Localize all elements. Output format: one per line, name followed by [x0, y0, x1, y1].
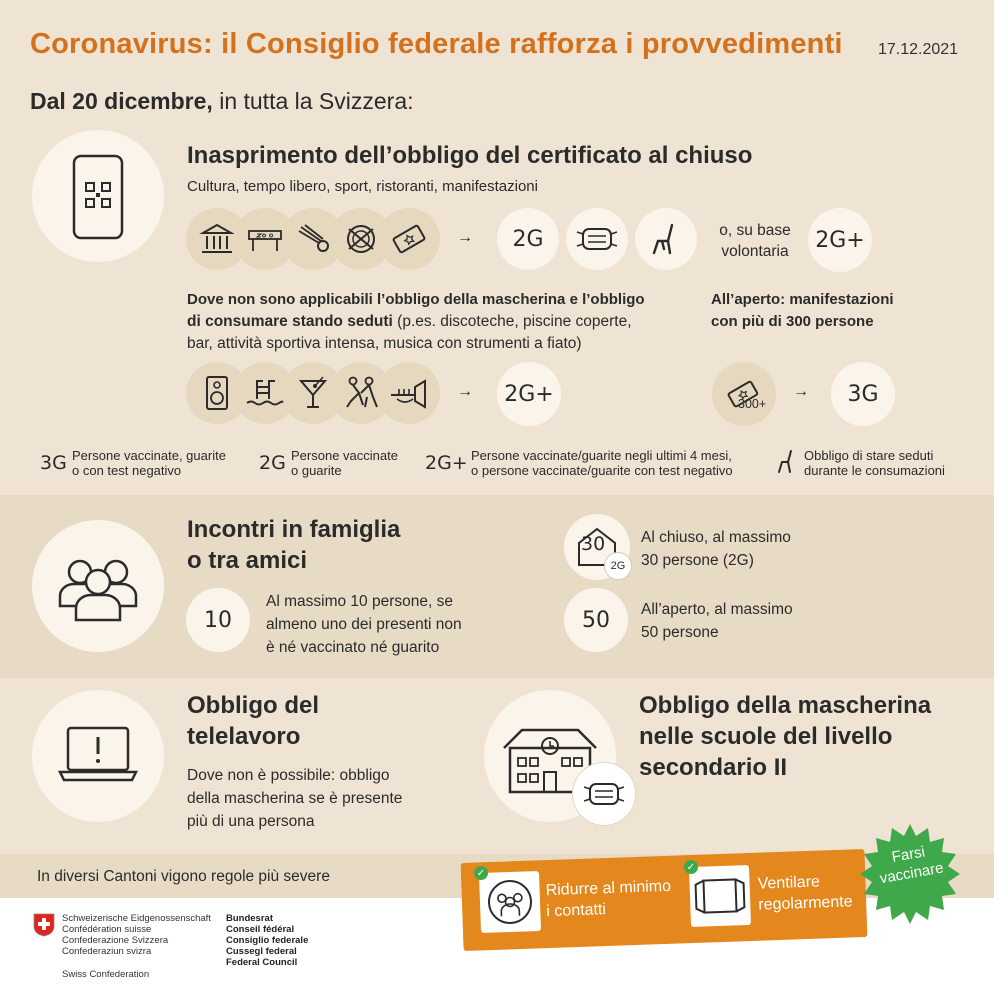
- limit-10-label: 10: [204, 607, 232, 633]
- vaccinate-line2: vaccinare: [878, 859, 945, 888]
- subtitle-scope: in tutta la Svizzera:: [212, 88, 414, 114]
- ventilate-tile: [689, 865, 751, 927]
- telework-heading-line2: telelavoro: [187, 723, 301, 750]
- ventilate-line2: regolarmente: [758, 893, 853, 914]
- legend-2g-line1: Persone vaccinate: [291, 448, 398, 463]
- legend-2gplus-text: [471, 448, 733, 478]
- council-name-en: Federal Council: [226, 957, 298, 968]
- family-heading-line2: o tra amici: [187, 547, 308, 574]
- chair-icon: [635, 208, 697, 270]
- federation-name-de: Schweizerische Eidgenossenschaft: [62, 913, 211, 924]
- limit-line2: almeno uno dei presenti non: [266, 616, 462, 633]
- federation-name-fr: Confédération suisse: [62, 924, 152, 935]
- schools-heading: [639, 690, 931, 783]
- swiss-coat-of-arms-logo: [33, 913, 55, 937]
- outdoor-limit-line2: 50 persone: [641, 624, 719, 641]
- council-name-rm: Cussegl federal: [226, 946, 297, 957]
- reduce-contacts-line1: Ridurre al minimo: [545, 877, 672, 900]
- limit-10-text: [266, 590, 462, 659]
- reduce-contacts-tile: [479, 871, 541, 933]
- outdoor-events-note: [711, 289, 894, 333]
- legend-seated-text: [804, 448, 945, 478]
- indoor-line2: 30 persone (2G): [641, 552, 754, 569]
- indoor-2g-label: 2G: [610, 559, 626, 572]
- ventilate-line1: Ventilare: [757, 873, 821, 893]
- legend-3g-line2: o con test negativo: [72, 463, 182, 478]
- mask-icon: [572, 762, 636, 826]
- check-icon: ✓: [684, 860, 698, 874]
- indoor-limit-text: [641, 526, 791, 572]
- vaccinate-line1: Farsi: [890, 843, 927, 866]
- telework-text: [187, 764, 402, 833]
- voluntary-note: [712, 220, 798, 262]
- outdoor-line2: con più di 300 persone: [711, 313, 874, 330]
- ticket-300-label: 300+: [738, 397, 767, 411]
- family-circle: [32, 520, 164, 652]
- no-mask-line1: Dove non sono applicabili l’obbligo della mascherina e l’obbligo: [187, 291, 645, 308]
- page-subtitle: [30, 88, 414, 115]
- trumpet-icon: [378, 362, 440, 424]
- ticket-icon: [378, 208, 440, 270]
- reduce-contacts-line2: i contatti: [546, 901, 607, 921]
- group-of-people-icon: [479, 871, 541, 933]
- federal-council-names: [226, 913, 308, 968]
- schools-heading-line2: nelle scuole del livello: [639, 723, 893, 750]
- certificate-subheading: Cultura, tempo libero, sport, ristoranti, manifestazioni: [187, 178, 538, 195]
- legend-3g-code: 3G: [40, 452, 67, 474]
- group-of-people-icon: [32, 520, 164, 652]
- publication-date: 17.12.2021: [878, 41, 959, 58]
- federation-names: [62, 913, 211, 957]
- rule-2g-badge: [497, 208, 559, 270]
- council-name-fr: Conseil fédéral: [226, 924, 295, 935]
- outdoor-limit-line1: All’aperto, al massimo: [641, 601, 793, 618]
- subtitle-date: Dal 20 dicembre,: [30, 88, 213, 114]
- mask-icon: [566, 208, 628, 270]
- telework-line1: Dove non è possibile: obbligo: [187, 767, 390, 784]
- page-title: Coronavirus: il Consiglio federale rafforza i provvedimenti: [30, 28, 843, 60]
- legend-seated-line2: durante le consumazioni: [804, 463, 945, 478]
- voluntary-line2: volontaria: [721, 243, 789, 260]
- telework-circle: [32, 690, 164, 822]
- arrow-icon: →: [793, 383, 809, 400]
- ticket-300-icon: [712, 362, 776, 426]
- outdoor-limit-badge: [564, 588, 628, 652]
- rule-2gplus-badge: [497, 362, 561, 426]
- indoor-line1: Al chiuso, al massimo: [641, 529, 791, 546]
- legend-2g-text: [291, 448, 398, 478]
- telework-heading: [187, 690, 319, 752]
- rule-3g-label: 3G: [847, 381, 879, 407]
- legend-2g-code: 2G: [259, 452, 286, 474]
- council-name-it: Consiglio federale: [226, 935, 309, 946]
- council-name-de: Bundesrat: [226, 913, 273, 924]
- legend-2g-line2: o guarite: [291, 463, 342, 478]
- limit-line3: è né vaccinato né guarito: [266, 639, 440, 656]
- legend-3g-line1: Persone vaccinate, guarite: [72, 448, 226, 463]
- open-window-icon: [689, 865, 751, 927]
- rule-2gplus-label: 2G+: [504, 381, 554, 407]
- outdoor-limit-text: [641, 598, 793, 644]
- cantons-note: In diversi Cantoni vigono regole più severe: [37, 868, 330, 885]
- limit-line1: Al massimo 10 persone, se: [266, 593, 453, 610]
- telework-heading-line1: Obbligo del: [187, 692, 319, 719]
- schools-heading-line3: secondario II: [639, 754, 788, 781]
- reduce-contacts-text: [545, 876, 672, 922]
- legend-2gplus-line1: Persone vaccinate/guarite negli ultimi 4 mesi,: [471, 448, 732, 463]
- chair-icon: [776, 448, 798, 476]
- arrow-icon: →: [457, 229, 473, 246]
- phone-qr-circle: [32, 130, 164, 262]
- phone-qr-icon: [32, 130, 164, 262]
- legend-seated-line1: Obbligo di stare seduti: [804, 448, 934, 463]
- federation-name-en: Swiss Confederation: [62, 969, 150, 980]
- federation-name-rm: Confederaziun svizra: [62, 946, 152, 957]
- indoor-2g-badge: [604, 552, 632, 580]
- no-mask-line3: bar, attività sportiva intensa, musica con strumenti a fiato): [187, 335, 582, 352]
- rule-2gplus-voluntary-label: 2G+: [815, 227, 865, 253]
- limit-10-badge: [186, 588, 250, 652]
- schools-heading-line1: Obbligo della mascherina: [639, 692, 932, 719]
- laptop-warning-icon: [32, 690, 164, 822]
- no-mask-line2b: (p.es. discoteche, piscine coperte,: [392, 313, 632, 330]
- ventilate-text: [757, 870, 853, 915]
- no-mask-paragraph: [187, 289, 707, 355]
- outdoor-line1: All’aperto: manifestazioni: [711, 291, 894, 308]
- certificate-heading: Inasprimento dell’obbligo del certificato al chiuso: [187, 142, 753, 169]
- rule-2gplus-voluntary-badge: [808, 208, 872, 272]
- legend-2gplus-code: 2G+: [425, 452, 468, 474]
- no-mask-line2: di consumare stando seduti: [187, 313, 393, 330]
- rule-3g-badge: [831, 362, 895, 426]
- telework-line3: più di una persona: [187, 813, 315, 830]
- federation-name-it: Confederazione Svizzera: [62, 935, 169, 946]
- outdoor-limit-value: 50: [582, 607, 610, 633]
- rule-2g-label: 2G: [512, 226, 544, 252]
- indoor-limit-value: 30: [581, 533, 606, 555]
- arrow-icon: →: [457, 383, 473, 400]
- family-heading: [187, 514, 400, 576]
- telework-line2: della mascherina se è presente: [187, 790, 403, 807]
- family-heading-line1: Incontri in famiglia: [187, 516, 401, 543]
- check-icon: ✓: [474, 866, 488, 880]
- legend-2gplus-line2: o persone vaccinate/guarite con test negativo: [471, 463, 733, 478]
- voluntary-line1: o, su base: [719, 222, 791, 239]
- legend-3g-text: [72, 448, 226, 478]
